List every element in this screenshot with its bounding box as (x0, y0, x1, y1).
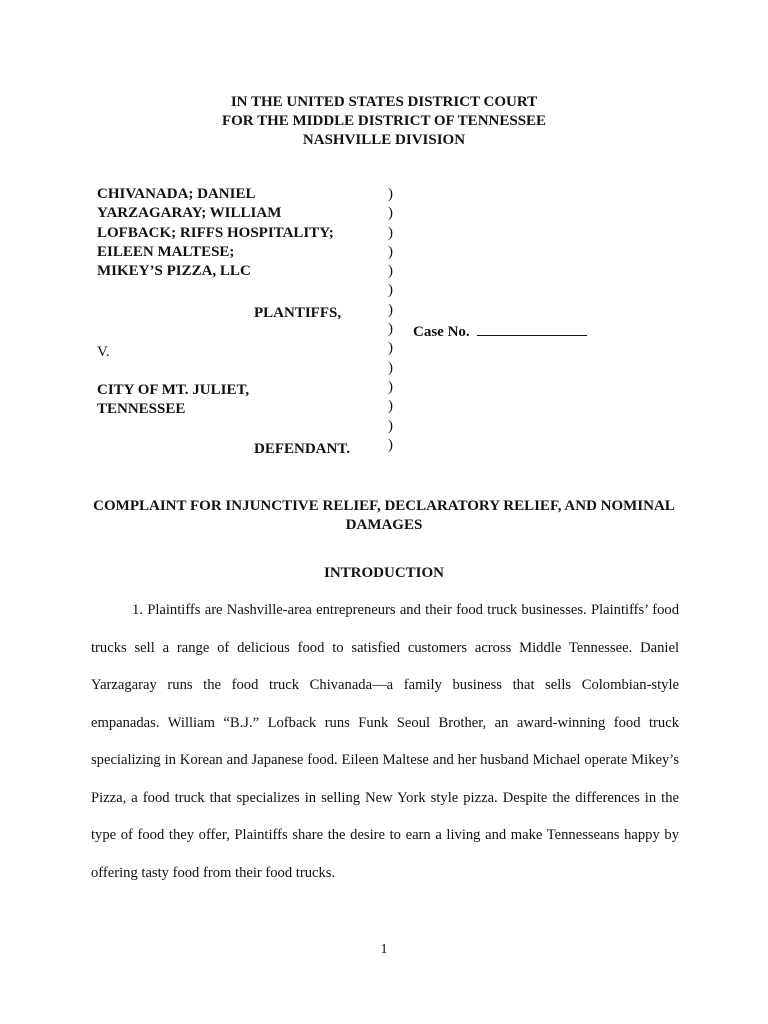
case-number-blank-line (477, 323, 587, 336)
page-number: 1 (380, 942, 388, 957)
caption-paren-column (388, 185, 393, 455)
paren: ) (388, 398, 393, 415)
paren: ) (388, 340, 393, 357)
paragraph-1: 1. Plaintiffs are Nashville-area entrepreneurs and their food truck businesses. Plaintiffs’ food trucks sell a range of delicious food to satisfied customers across Middle Tennessee. Daniel Yarzagaray runs the food truck Chivanada—a family business that sells Colombian-style empanadas. William “B.J.” Lofback runs Funk Seoul Brother, an award-winning food truck specializing in Korean and Japanese food. Eileen Maltese and her husband Michael operate Mikey’s Pizza, a food truck that specializes in selling New York style pizza. Despite the differences in the type of food they offer, Plaintiffs share the desire to earn a living and make Tennesseans happy by offering tasty food from their food trucks. (91, 602, 679, 881)
plaintiff-line: EILEEN MALTESE; (97, 243, 235, 260)
paren: ) (388, 301, 393, 318)
section-heading-introduction: INTRODUCTION (323, 565, 444, 581)
court-header-line: IN THE UNITED STATES DISTRICT COURT (230, 94, 538, 110)
case-number (413, 323, 587, 342)
defendant-block (97, 381, 249, 420)
paren: ) (388, 205, 393, 222)
case-number-label: Case No. (413, 324, 470, 340)
paren: ) (388, 436, 393, 453)
case-caption (97, 185, 657, 465)
plaintiff-line: YARZAGARAY; WILLIAM (97, 205, 282, 222)
court-header-line: NASHVILLE DIVISION (302, 132, 466, 148)
court-header (0, 93, 768, 150)
defendant-line: TENNESSEE (97, 401, 186, 418)
paren: ) (388, 378, 393, 395)
paren: ) (388, 417, 393, 434)
paren: ) (388, 243, 393, 260)
paren: ) (388, 321, 393, 338)
defendant-line: CITY OF MT. JULIET, (97, 382, 250, 398)
paren: ) (388, 186, 393, 202)
complaint-title: COMPLAINT FOR INJUNCTIVE RELIEF, DECLARATORY RELIEF, AND NOMINAL DAMAGES (93, 498, 675, 533)
court-header-line: FOR THE MIDDLE DISTRICT OF TENNESSEE (221, 113, 547, 129)
plaintiff-line: MIKEY’S PIZZA, LLC (97, 263, 251, 280)
paren: ) (388, 263, 393, 280)
paren: ) (388, 359, 393, 376)
versus-label: V. (97, 344, 110, 360)
paren: ) (388, 282, 393, 299)
plaintiffs-label: PLANTIFFS, (254, 305, 342, 321)
defendant-label: DEFENDANT. (254, 441, 350, 457)
plaintiff-line: CHIVANADA; DANIEL (97, 186, 256, 202)
paren: ) (388, 224, 393, 241)
plaintiffs-block (97, 185, 387, 281)
plaintiff-line: LOFBACK; RIFFS HOSPITALITY; (97, 224, 334, 241)
